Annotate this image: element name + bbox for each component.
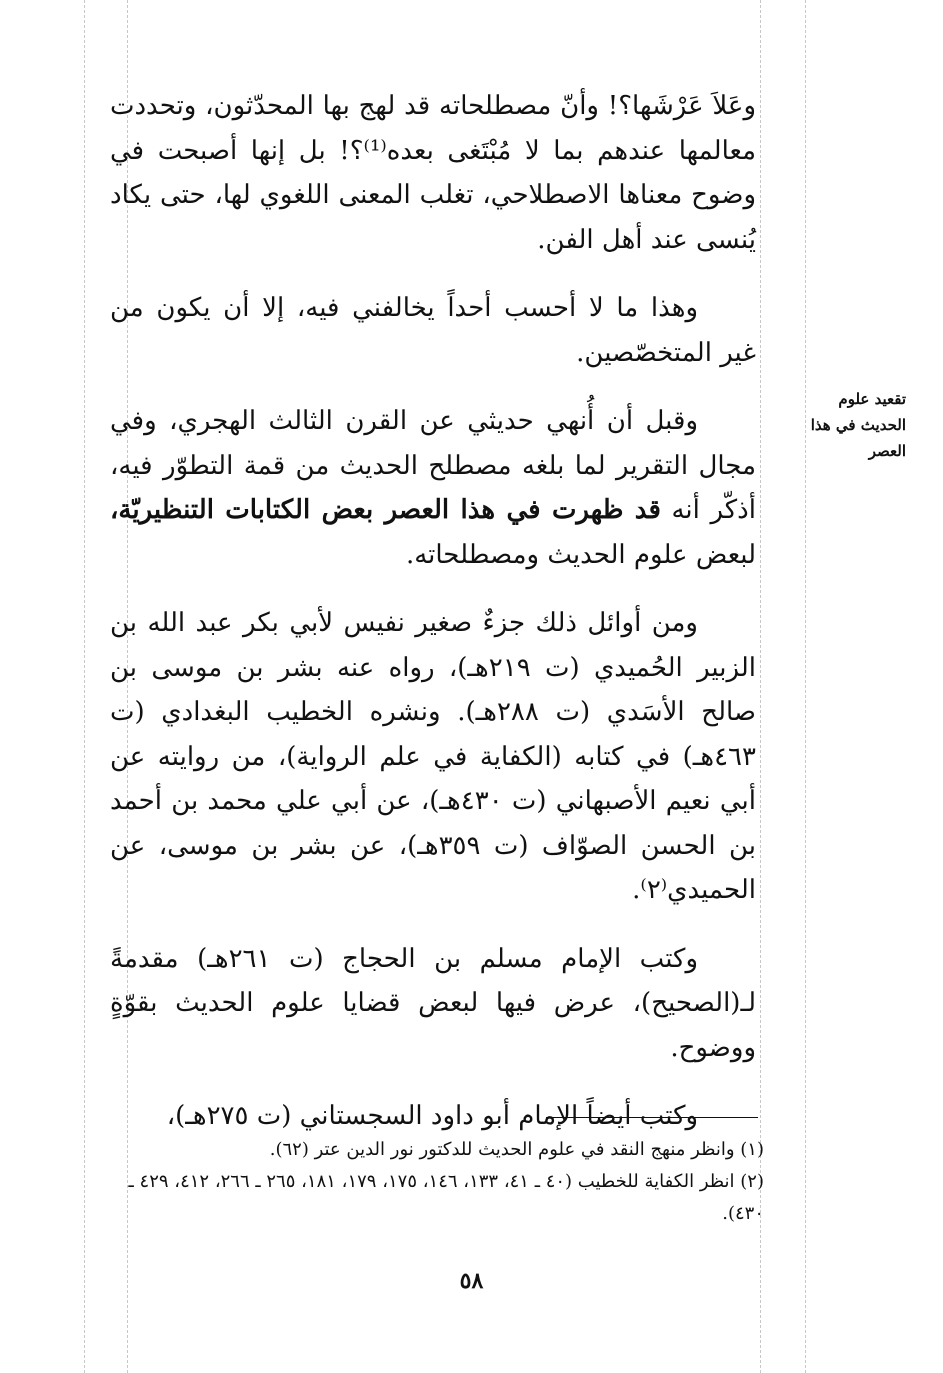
footnotes — [110, 1134, 764, 1230]
paragraph — [110, 286, 756, 375]
paragraph-text: وعَلاَ عَرْشَها؟! وأنّ مصطلحاته قد لهج بها المحدّثون، وتحددت معالمها عندهم بما لا مُبْتَغى بعده⁽¹⁾؟! بل إنها أصبحت في وضوح معناها الاصطلاحي، تغلب المعنى اللغوي لها، حتى يكاد يُنسى عند أهل الفن. — [110, 91, 756, 255]
paragraph-text: وكتب الإمام مسلم بن الحجاج (ت ٢٦١هـ) مقدمةً لـ(الصحيح)، عرض فيها لبعض قضايا علوم الحديث بقوّةٍ ووضوح. — [110, 943, 756, 1063]
paragraph-text: وهذا ما لا أحسب أحداً يخالفني فيه، إلا أن يكون من غير المتخصّصين. — [110, 293, 756, 368]
margin-heading — [774, 386, 906, 464]
footnote: (٢) انظر الكفاية للخطيب (٤٠ ـ ٤١، ١٣٣، ١٤٦، ١٧٥، ١٧٩، ١٨١، ٢٦٥ ـ ٢٦٦، ٤١٢، ٤٢٩ ـ ٤٣٠). — [128, 1171, 764, 1224]
scan-guide-line — [84, 0, 85, 1373]
margin-heading-line: العصر — [868, 442, 906, 460]
footnote-separator — [546, 1117, 758, 1118]
main-text — [110, 84, 756, 1163]
paragraph — [110, 399, 756, 577]
paragraph-text: لبعض علوم الحديث ومصطلحاته. — [405, 539, 756, 570]
emphasized-text: قد ظهرت في هذا العصر بعض الكتابات التنظيريّة، — [110, 495, 661, 525]
paragraph — [110, 937, 756, 1071]
margin-heading-line: الحديث في هذا — [810, 416, 906, 434]
paragraph-text: ومن أوائل ذلك جزءٌ صغير نفيس لأبي بكر عبد الله بن الزبير الحُميدي (ت ٢١٩هـ)، رواه عنه بشر بن موسى بن صالح الأسَدي (ت ٢٨٨هـ). ونشره الخطيب البغدادي (ت ٤٦٣هـ) في كتابه (الكفاية في علم الرواية)، من روايته عن أبي نعيم الأصبهاني (ت ٤٣٠هـ)، عن أبي علي محمد بن أحمد بن الحسن الصوّاف (ت ٣٥٩هـ)، عن بشر بن موسى، عن الحميدي⁽٢⁾. — [110, 608, 757, 905]
margin-heading-line: تقعيد علوم — [838, 390, 906, 408]
paragraph-text: وكتب أيضاً الإمام أبو داود السجستاني (ت ٢٧٥هـ)، — [166, 1101, 698, 1131]
scan-guide-line — [805, 0, 806, 1373]
paragraph-text: وقبل أن أُنهي حديثي عن القرن الثالث الهجري، وفي مجال التقرير لما بلغه مصطلح الحديث من قمة التطوّر فيه، أذكّر أنه — [110, 406, 756, 525]
paragraph — [110, 601, 756, 913]
page-number: ٥٨ — [459, 1268, 484, 1294]
footnote: (١) وانظر منهج النقد في علوم الحديث للدكتور نور الدين عتر (٦٢). — [269, 1139, 764, 1160]
paragraph — [110, 84, 756, 262]
